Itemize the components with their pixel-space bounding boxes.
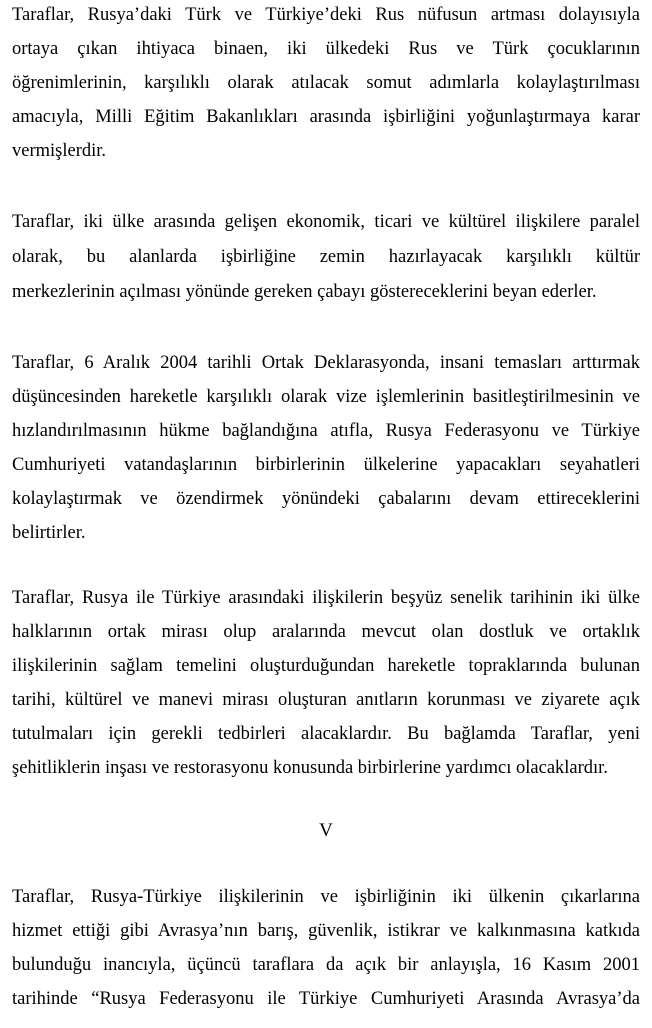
text-line: tarihi, kültürel ve manevi mirası oluşturan anıtların korunması ve ziyarete açık [12, 690, 640, 710]
text-line: amacıyla, Milli Eğitim Bakanlıkları arasında işbirliğini yoğunlaştırmaya karar [12, 107, 640, 127]
text-line: belirtirler. [12, 523, 86, 543]
text-line: Taraflar, Rusya-Türkiye ilişkilerinin ve işbirliğinin iki ülkenin çıkarlarına [12, 887, 640, 907]
text-line: tutulmaları için gerekli tedbirleri alacaklardır. Bu bağlamda Taraflar, yeni [12, 724, 640, 744]
text-line: tarihinde “Rusya Federasyonu ile Türkiye Cumhuriyeti Arasında Avrasya’da [12, 989, 640, 1009]
text-line: olarak, bu alanlarda işbirliğine zemin hazırlayacak karşılıklı kültür [12, 247, 640, 267]
text-line: Taraflar, Rusya’daki Türk ve Türkiye’deki Rus nüfusun artması dolayısıyla [12, 5, 640, 25]
text-line: vermişlerdir. [12, 141, 107, 161]
text-line: Taraflar, Rusya ile Türkiye arasındaki ilişkilerin beşyüz senelik tarihinin iki ülke [12, 588, 640, 608]
section-heading: V [319, 820, 333, 841]
text-line: şehitliklerin inşası ve restorasyonu konusunda birbirlerine yardımcı olacaklardır. [12, 758, 608, 778]
text-line: düşüncesinden hareketle karşılıklı olarak vize işlemlerinin basitleştirilmesinin ve [12, 387, 640, 407]
text-line: ilişkilerinin sağlam temelini oluşturduğundan hareketle topraklarında bulunan [12, 656, 640, 676]
text-line: merkezlerinin açılması yönünde gereken çabayı göstereceklerini beyan ederler. [12, 282, 597, 302]
text-line: bulunduğu inancıyla, üçüncü taraflara da açık bir anlayışla, 16 Kasım 2001 [12, 955, 640, 975]
text-line: hızlandırılmasının hükme bağlandığına atıfla, Rusya Federasyonu ve Türkiye [12, 421, 640, 441]
text-line: Taraflar, 6 Aralık 2004 tarihli Ortak Deklarasyonda, insani temasları arttırmak [12, 353, 640, 373]
text-line: ortaya çıkan ihtiyaca binaen, iki ülkedeki Rus ve Türk çocuklarının [12, 39, 640, 59]
text-line: Taraflar, iki ülke arasında gelişen ekonomik, ticari ve kültürel ilişkilere paralel [12, 212, 640, 232]
text-line: hizmet ettiği gibi Avrasya’nın barış, güvenlik, istikrar ve kalkınmasına katkıda [12, 921, 640, 941]
text-line: öğrenimlerinin, karşılıklı olarak atılacak somut adımlarla kolaylaştırılması [12, 73, 640, 93]
text-line: halklarının ortak mirası olup aralarında mevcut olan dostluk ve ortaklık [12, 622, 640, 642]
text-line: Cumhuriyeti vatandaşlarının birbirlerinin ülkelerine yapacakları seyahatleri [12, 455, 640, 475]
text-line: kolaylaştırmak ve özendirmek yönündeki çabalarını devam ettireceklerini [12, 489, 640, 509]
